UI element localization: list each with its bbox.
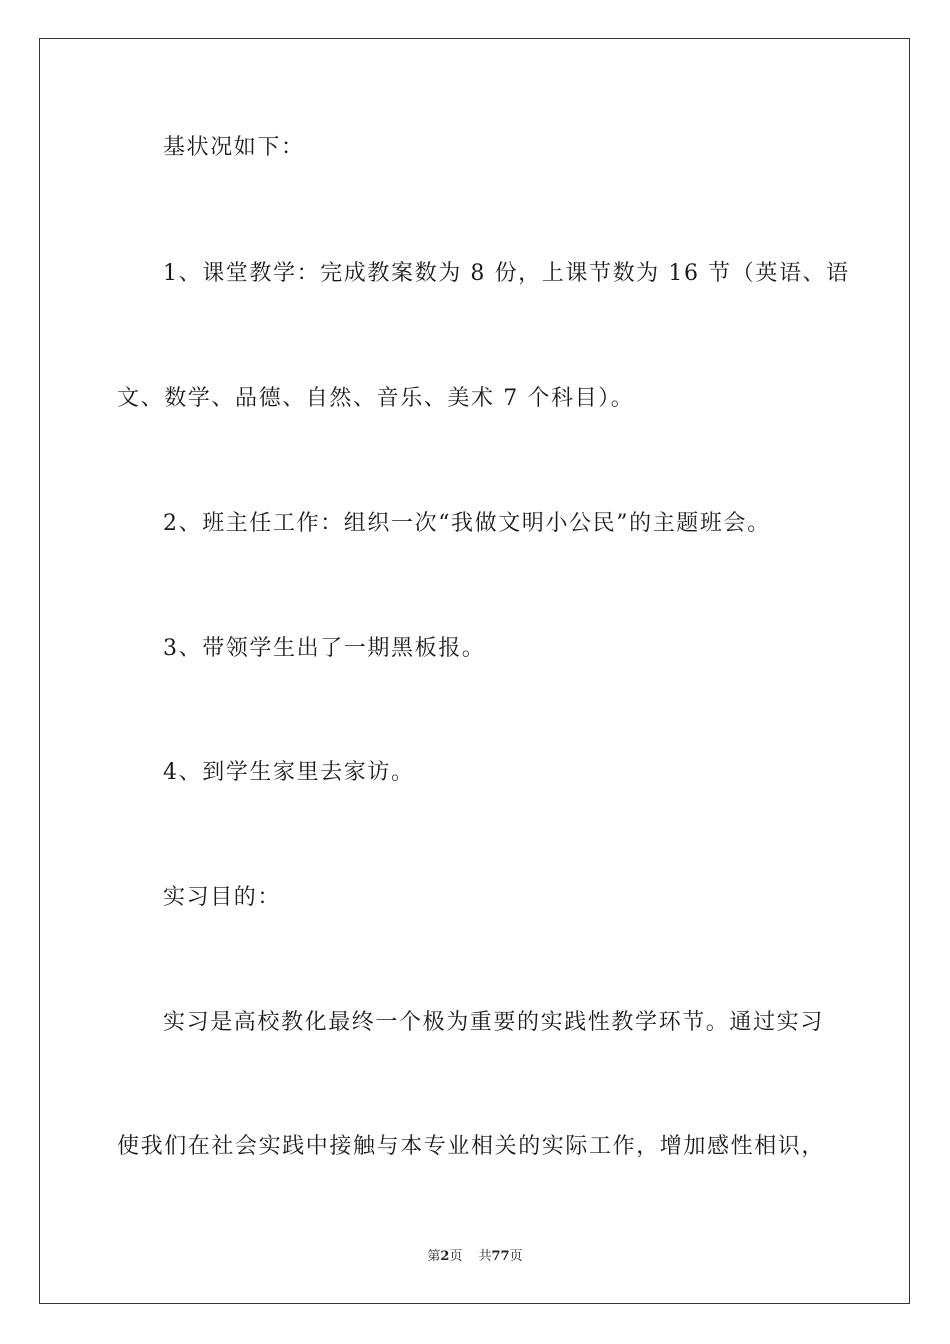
footer-total-pages: 77 xyxy=(491,1249,510,1264)
paragraph-line: 1、课堂教学：完成教案数为 8 份，上课节数为 16 节（英语、语 xyxy=(163,261,850,286)
footer-page-suffix: 页 xyxy=(449,1249,463,1264)
paragraph-line: 实习目的： xyxy=(163,885,282,910)
paragraph-line: 实习是高校教化最终一个极为重要的实践性教学环节。通过实习 xyxy=(163,1010,824,1035)
footer-page-number: 2 xyxy=(440,1249,450,1264)
paragraph-line: 使我们在社会实践中接触与本专业相关的实际工作，增加感性相识， xyxy=(117,1134,826,1159)
paragraph-line: 3、带领学生出了一期黑板报。 xyxy=(163,636,486,661)
page-footer xyxy=(0,1248,950,1266)
paragraph-line: 4、到学生家里去家访。 xyxy=(163,760,415,785)
footer-total-suffix: 页 xyxy=(509,1249,523,1264)
footer-total-prefix: 共 xyxy=(478,1249,492,1264)
footer-page-prefix: 第 xyxy=(427,1249,441,1264)
page-border xyxy=(39,38,910,1304)
paragraph-line: 文、数学、品德、自然、音乐、美术 7 个科目）。 xyxy=(117,386,635,411)
paragraph-line: 2、班主任工作：组织一次“我做文明小公民”的主题班会。 xyxy=(163,511,771,536)
paragraph-line: 基状况如下： xyxy=(163,135,305,160)
